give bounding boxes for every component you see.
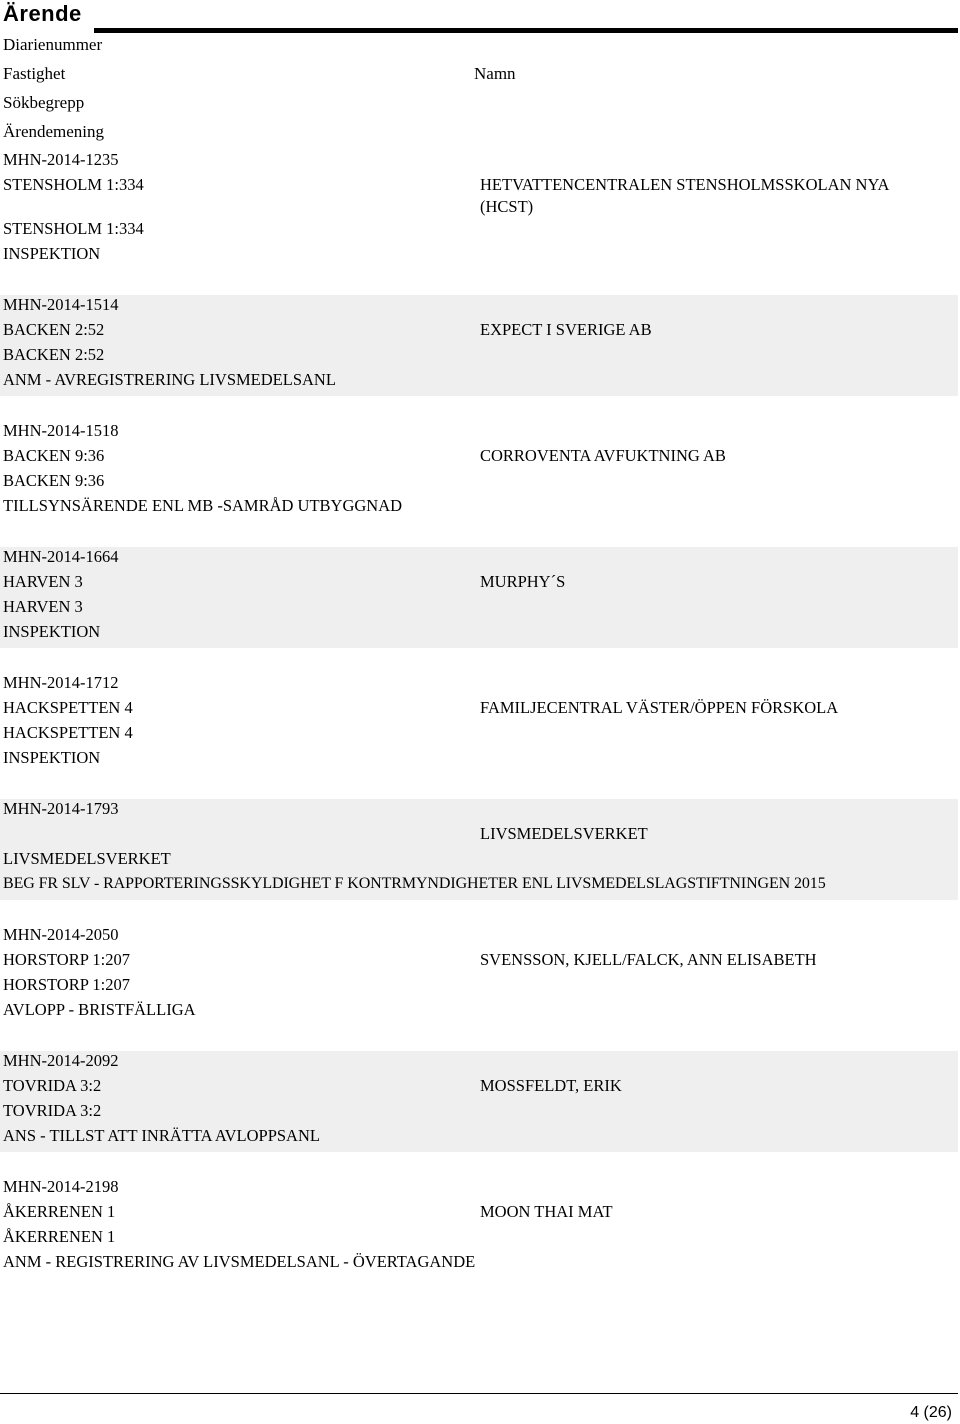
record-arendemening: ANM - AVREGISTRERING LIVSMEDELSANL	[3, 370, 336, 389]
record-namn: MOSSFELDT, ERIK	[480, 1076, 622, 1095]
record-row	[0, 547, 958, 648]
record-namn-line2: (HCST)	[480, 197, 534, 216]
record-arendemening: ANM - REGISTRERING AV LIVSMEDELSANL - ÖVERTAGANDE	[3, 1252, 476, 1271]
record-arendemening: INSPEKTION	[3, 244, 101, 263]
record-diarienummer: MHN-2014-1514	[3, 295, 119, 314]
record-sokbegrepp: ÅKERRENEN 1	[3, 1227, 116, 1246]
header-sokbegrepp: Sökbegrepp	[3, 93, 85, 112]
record-namn: SVENSSON, KJELL/FALCK, ANN ELISABETH	[480, 950, 817, 969]
record-fastighet: BACKEN 9:36	[3, 446, 105, 465]
record-sokbegrepp: HORSTORP 1:207	[3, 975, 130, 994]
record-arendemening: ANS - TILLST ATT INRÄTTA AVLOPPSANL	[3, 1126, 320, 1145]
record-sokbegrepp: BACKEN 9:36	[3, 471, 105, 490]
record-diarienummer: MHN-2014-2050	[3, 925, 119, 944]
record-arendemening: BEG FR SLV - RAPPORTERINGSSKYLDIGHET F KONTRMYNDIGHETER ENL LIVSMEDELSLAGSTIFTNINGEN 2015	[3, 875, 826, 892]
record-row	[0, 143, 958, 269]
record-sokbegrepp: TOVRIDA 3:2	[3, 1101, 102, 1120]
record-namn: HETVATTENCENTRALEN STENSHOLMSSKOLAN NYA	[480, 175, 890, 194]
record-fastighet: HACKSPETTEN 4	[3, 698, 133, 717]
record-arendemening: INSPEKTION	[3, 748, 101, 767]
header-arendemening: Ärendemening	[3, 122, 105, 141]
header-namn: Namn	[474, 64, 516, 83]
record-diarienummer: MHN-2014-2092	[3, 1051, 119, 1070]
record-namn: MURPHY´S	[480, 572, 566, 591]
record-row	[0, 1051, 958, 1152]
record-namn: LIVSMEDELSVERKET	[480, 824, 648, 843]
record-diarienummer: MHN-2014-2198	[3, 1177, 119, 1196]
record-sokbegrepp: BACKEN 2:52	[3, 345, 105, 364]
record-row	[0, 1177, 958, 1278]
record-row	[0, 295, 958, 396]
title-rule	[94, 28, 958, 33]
record-diarienummer: MHN-2014-1235	[3, 150, 119, 169]
header-fastighet: Fastighet	[3, 64, 66, 83]
record-fastighet: HORSTORP 1:207	[3, 950, 130, 969]
record-diarienummer: MHN-2014-1793	[3, 799, 119, 818]
record-arendemening: AVLOPP - BRISTFÄLLIGA	[3, 1000, 196, 1019]
record-namn: MOON THAI MAT	[480, 1202, 613, 1221]
record-arendemening: TILLSYNSÄRENDE ENL MB -SAMRÅD UTBYGGNAD	[3, 496, 403, 515]
title-bar	[0, 0, 960, 30]
record-namn: FAMILJECENTRAL VÄSTER/ÖPPEN FÖRSKOLA	[480, 698, 839, 717]
record-sokbegrepp: LIVSMEDELSVERKET	[3, 849, 171, 868]
record-sokbegrepp: HARVEN 3	[3, 597, 83, 616]
record-namn: CORROVENTA AVFUKTNING AB	[480, 446, 726, 465]
record-row	[0, 799, 958, 900]
record-fastighet: STENSHOLM 1:334	[3, 175, 144, 194]
record-row	[0, 421, 958, 522]
header-diarienummer: Diarienummer	[3, 35, 103, 54]
record-diarienummer: MHN-2014-1518	[3, 421, 119, 440]
record-row	[0, 925, 958, 1026]
record-diarienummer: MHN-2014-1664	[3, 547, 119, 566]
record-diarienummer: MHN-2014-1712	[3, 673, 119, 692]
record-fastighet: HARVEN 3	[3, 572, 83, 591]
record-fastighet: ÅKERRENEN 1	[3, 1202, 116, 1221]
page-title: Ärende	[3, 1, 82, 26]
record-namn: EXPECT I SVERIGE AB	[480, 320, 652, 339]
record-row	[0, 673, 958, 774]
record-arendemening: INSPEKTION	[3, 622, 101, 641]
record-fastighet: BACKEN 2:52	[3, 320, 105, 339]
record-fastighet: TOVRIDA 3:2	[3, 1076, 102, 1095]
record-sokbegrepp: HACKSPETTEN 4	[3, 723, 133, 742]
page-number: 4 (26)	[910, 1404, 952, 1421]
footer-rule	[0, 1393, 958, 1394]
record-sokbegrepp: STENSHOLM 1:334	[3, 219, 144, 238]
